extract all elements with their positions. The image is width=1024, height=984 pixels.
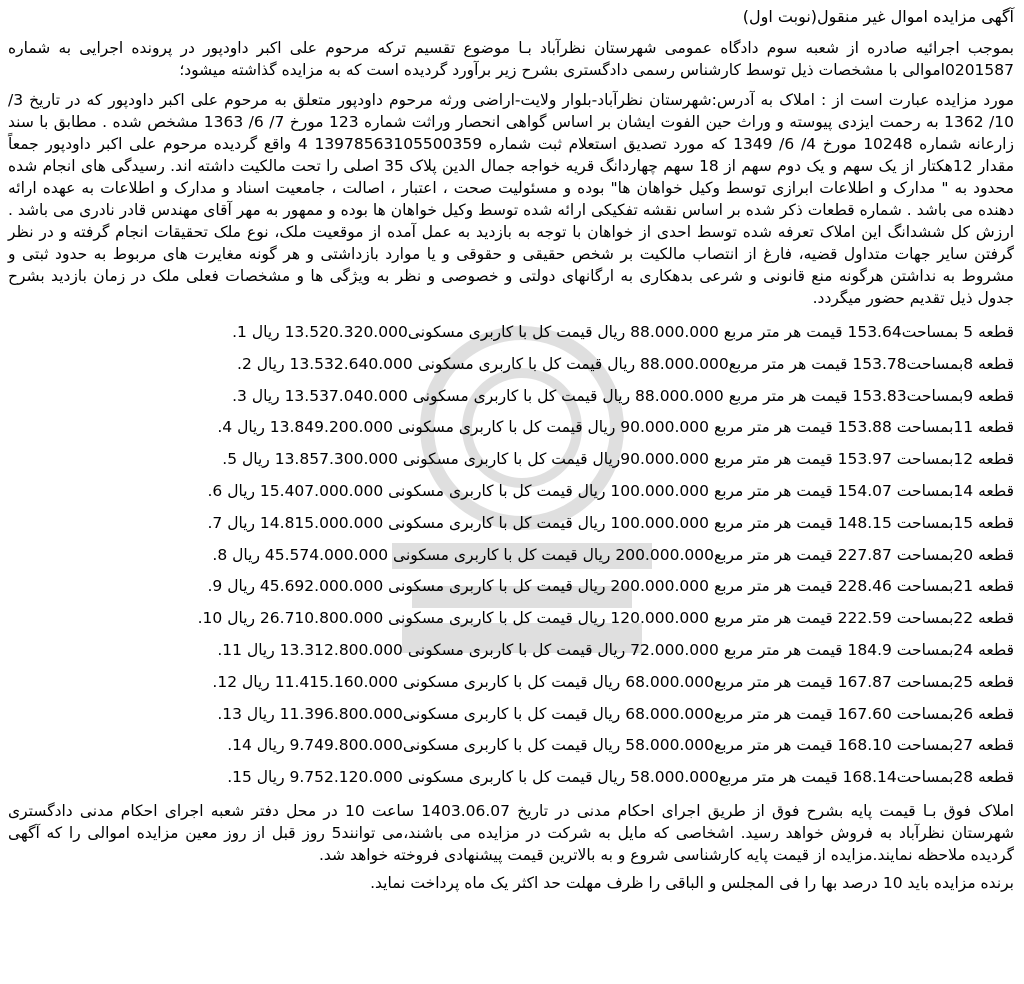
lot-item: قطعه 24بمساحت 184.9 قیمت هر متر مربع 72.000.000 ریال قیمت کل با کاربری مسکونی 13.312.800.000 ریال 11. bbox=[217, 640, 1014, 659]
lot-item: قطعه 8بمساحت153.78 قیمت هر متر مربع88.000.000 ریال قیمت کل با کاربری مسکونی 13.532.640.000 ریال 2. bbox=[237, 354, 1014, 373]
lot-item: قطعه 14بمساحت 154.07 قیمت هر متر مربع 100.000.000 ریال قیمت کل با کاربری مسکونی 15.407.000.000 ریال 6. bbox=[207, 481, 1014, 500]
closing-paragraph: املاک فوق بـا قیمت پایه بشرح فوق از طریق اجرای احکام مدنی در تاریخ 1403.06.07 ساعت 10 در محل دفتر شعبه اجرای احکام مدنی دادگستری شهرستان نظرآباد به فروش خواهد رسید. اشخاصی که مایل به شرکت در مزایده می باشند،می توانند5 روز قبل از روز معین مزایده اموالی را که آگهی گردیده ملاحظه نمایند.مزایده از قیمت پایه کارشناسی شروع و به بالاترین قیمت پیشنهادی فروخته خواهد شد. bbox=[8, 801, 1014, 864]
footer-paragraph: برنده مزایده باید 10 درصد بها را فی المجلس و الباقی را ظرف مهلت حد اکثر یک ماه پرداخت نماید. bbox=[370, 873, 1014, 892]
lot-item: قطعه 21بمساحت 228.46 قیمت هر متر مربع 200.000.000 ریال قیمت کل با کاربری مسکونی 45.692.000.000 ریال 9. bbox=[207, 577, 1014, 596]
notice-title: آگهی مزایده اموال غیر منقول(نوبت اول) bbox=[742, 7, 1014, 26]
auction-notice bbox=[8, 4, 1014, 900]
lot-item: قطعه 20بمساحت 227.87 قیمت هر متر مربع200.000.000 ریال قیمت کل با کاربری مسکونی 45.574.000.000 ریال 8. bbox=[212, 545, 1014, 564]
intro-paragraph: بموجب اجرائیه صادره از شعبه سوم دادگاه عمومی شهرستان نظرآباد بـا موضوع تقسیم ترکه مرحوم علی اکبر داودپور در پرونده اجرایی به شماره 0201587اموالی با مشخصات ذیل توسط کارشناس رسمی دادگستری بشرح زیر برآورد گردیده است که به مزایده گذاشته میشود؛ bbox=[8, 39, 1014, 79]
lot-item: قطعه 27بمساحت 168.10 قیمت هر متر مربع58.000.000 ریال قیمت کل با کاربری مسکونی9.749.800.000 ریال 14. bbox=[227, 736, 1014, 755]
lot-item: قطعه 26بمساحت 167.60 قیمت هر متر مربع68.000.000 ریال قیمت کل با کاربری مسکونی11.396.800.000 ریال 13. bbox=[217, 704, 1014, 723]
lot-item: قطعه 25بمساحت 167.87 قیمت هر متر مربع68.000.000 ریال قیمت کل با کاربری مسکونی 11.415.160.000 ریال 12. bbox=[212, 672, 1014, 691]
lot-item: قطعه 22بمساحت 222.59 قیمت هر متر مربع 120.000.000 ریال قیمت کل با کاربری مسکونی 26.710.800.000 ریال 10. bbox=[197, 609, 1014, 628]
lot-item: قطعه 11بمساحت 153.88 قیمت هر متر مربع 90.000.000 ریال قیمت کل با کاربری مسکونی 13.849.200.000 ریال 4. bbox=[217, 418, 1014, 437]
lot-item: قطعه 15بمساحت 148.15 قیمت هر متر مربع 100.000.000 ریال قیمت کل با کاربری مسکونی 14.815.000.000 ریال 7. bbox=[207, 513, 1014, 532]
description-paragraph: مورد مزایده عبارت است از : املاک به آدرس:شهرستان نظرآباد-بلوار ولایت-اراضی ورثه مرحوم داودپور متعلق به مرحوم علی اکبر داودپور که در تاریخ 3/ 10/ 1362 به رحمت ایزدی پیوسته و وراث حین الفوت ایشان بر اساس گواهی انحصار وراثت شماره 123 مورخ 7/ 6/ 1363 مشخص شده . مطابق با سند زارعانه شماره 10248 مورخ 4/ 6/ 1349 که مورد تصدیق استعلام ثبت شماره 13978563105500359 4 واقع گردیده مرحوم علی اکبر داودپور جمعاً مقدار 12هکتار از یک سهم و یک دوم سهم از 18 سهم چهاردانگ قریه خواجه جمال الدین پلاک 35 اصلی را تحت مالکیت داشته اند. رسیدگی های انجام شده محدود به " مدارک و اطلاعات ابرازی توسط وکیل خواهان ها" بوده و مسئولیت صحت ، اعتبار ، اصالت ، جامعیت اسناد و مدارک و اطلاعات به عهده ارائه دهنده می باشد . شماره قطعات ذکر شده بر اساس نقشه تفکیکی ارائه شده توسط وکیل خواهان ها بوده و ممهور به مهر آقای مهندس قادر نادری می باشد . ارزش کل ششدانگ این املاک تعرفه شده توسط احدی از خواهان با توجه به بازدید به عمل آمده از موقعیت ملک، نوع ملک تحقیقات انجام گرفته و در نظر گرفتن سایر جهات متداول قضیه، فارغ از انتصاب مالکیت بر شخص حقیقی و حقوقی و یا موارد بازداشتی و هر گونه مغایرت های مربوط به حدود ثبتی و مشروط به نداشتن هرگونه منع قانونی و شرعی بدهکاری به ارگانهای دولتی و خصوصی و نظر به ویژگی ها و مشخصات فعلی ملک در زمان بازدید بشرح جدول ذیل تقدیم حضور میگردد. bbox=[8, 91, 1014, 307]
lot-item: قطعه 12بمساحت 153.97 قیمت هر متر مربع 90.000.000ریال قیمت کل با کاربری مسکونی 13.857.300.000 ریال 5. bbox=[222, 450, 1014, 469]
lot-item: قطعه 28بمساحت168.14 قیمت هر متر مربع58.000.000 ریال قیمت کل با کاربری مسکونی 9.752.120.000 ریال 15. bbox=[227, 768, 1014, 787]
lot-item: قطعه 5 بمساحت153.64 قیمت هر متر مربع 88.000.000 ریال قیمت کل با کاربری مسکونی13.520.320.000 ریال 1. bbox=[232, 323, 1014, 341]
lots-list bbox=[8, 317, 1014, 794]
lot-item: قطعه 9بمساحت153.83 قیمت هر متر مربع 88.000.000 ریال قیمت کل با کاربری مسکونی 13.537.040.000 ریال 3. bbox=[232, 386, 1014, 405]
